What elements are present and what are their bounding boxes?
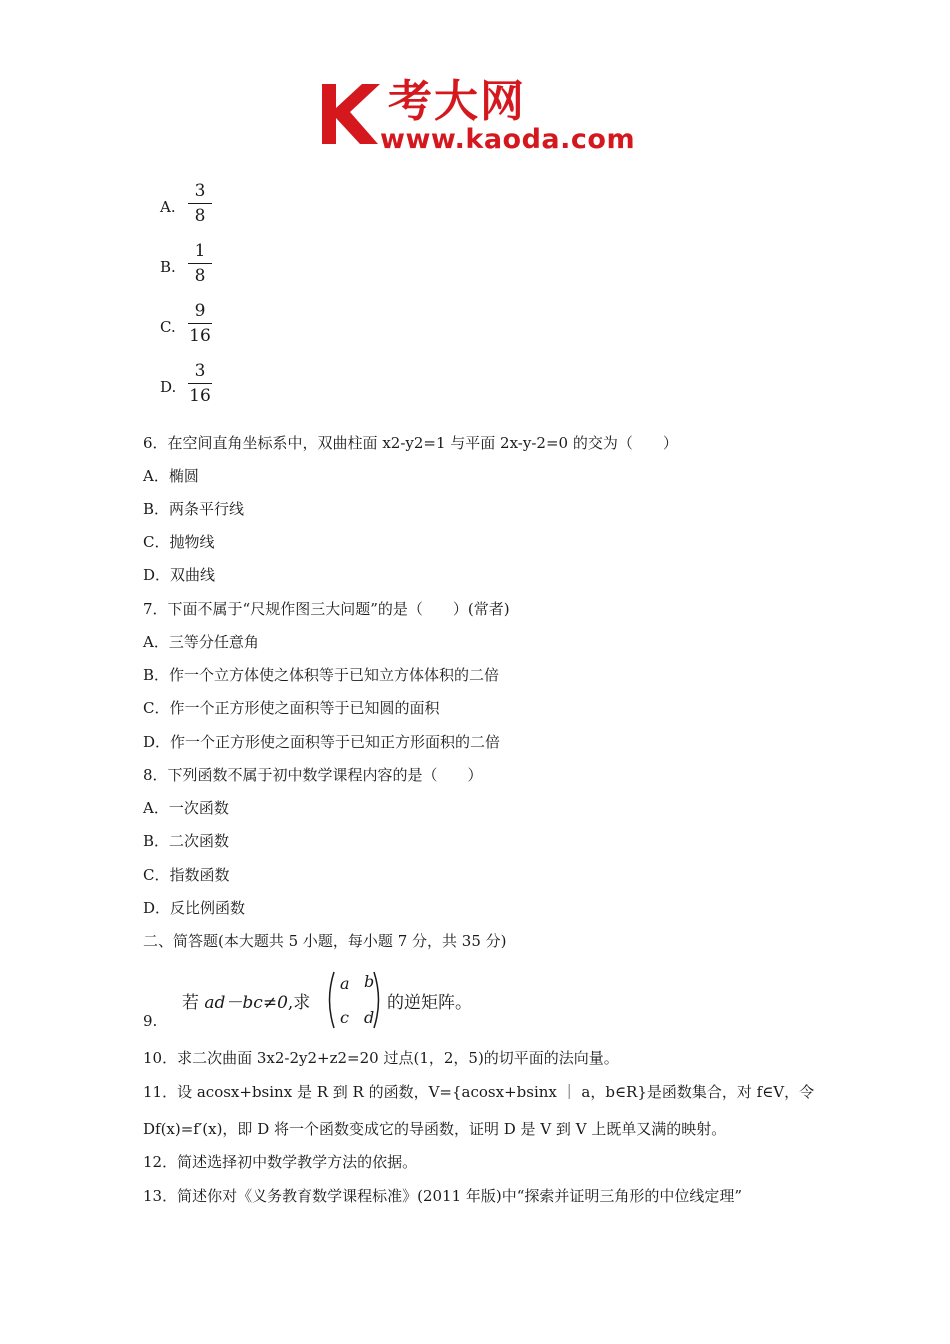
k-logo-icon bbox=[318, 78, 388, 148]
matrix-d: d bbox=[364, 1008, 375, 1027]
right-paren-icon bbox=[372, 970, 384, 1030]
kaoda-logo bbox=[318, 76, 648, 160]
q7-option-a: A．三等分任意角 bbox=[143, 633, 259, 651]
q13: 13．简述你对《义务教育数学课程标准》(2011 年版)中“探索并证明三角形的中位线定理” bbox=[143, 1187, 743, 1205]
denominator: 16 bbox=[189, 326, 211, 346]
denominator: 8 bbox=[194, 206, 206, 226]
q9-ask: ,求 bbox=[287, 993, 311, 1013]
fraction bbox=[188, 240, 212, 287]
option-letter: C. bbox=[160, 318, 176, 336]
q8-option-a: A．一次函数 bbox=[143, 799, 229, 817]
fraction bbox=[188, 300, 212, 347]
q6-option-a: A．椭圆 bbox=[143, 467, 199, 485]
option-letter: B. bbox=[160, 258, 176, 276]
q11-line-1: 11．设 acosx+bsinx 是 R 到 R 的函数，V={acosx+bsinx ｜ a，b∈R}是函数集合，对 f∈V，令 bbox=[143, 1083, 815, 1101]
q9-condition: ad－bc≠0 bbox=[204, 993, 288, 1013]
q7-stem: 7．下面不属于“尺规作图三大问题”的是（ ）(常者) bbox=[143, 600, 510, 618]
q7-option-d: D．作一个正方形使之面积等于已知正方形面积的二倍 bbox=[143, 733, 501, 751]
logo-chinese-name: 考大网 bbox=[388, 76, 526, 127]
numerator: 3 bbox=[194, 361, 206, 381]
left-paren-icon bbox=[324, 970, 336, 1030]
numerator: 1 bbox=[194, 241, 206, 261]
q6-option-b: B．两条平行线 bbox=[143, 500, 245, 518]
logo-url: www.kaoda.com bbox=[380, 124, 636, 155]
section-heading: 二、简答题(本大题共 5 小题，每小题 7 分，共 35 分) bbox=[143, 932, 507, 950]
q8-stem: 8．下列函数不属于初中数学课程内容的是（ ） bbox=[143, 766, 483, 784]
q9-number: 9. bbox=[143, 1012, 158, 1030]
fraction bbox=[188, 360, 212, 407]
numerator: 9 bbox=[194, 301, 206, 321]
q8-option-d: D．反比例函数 bbox=[143, 899, 246, 917]
matrix-a: a bbox=[340, 974, 350, 993]
matrix-b: b bbox=[364, 972, 375, 991]
q9-prefix-cn: 若 bbox=[182, 993, 199, 1013]
q6-option-d: D．双曲线 bbox=[143, 566, 216, 584]
fraction-bar bbox=[188, 263, 212, 264]
q8-option-b: B．二次函数 bbox=[143, 832, 230, 850]
q7-option-b: B．作一个立方体使之体积等于已知立方体体积的二倍 bbox=[143, 666, 500, 684]
q7-option-c: C．作一个正方形使之面积等于已知圆的面积 bbox=[143, 699, 440, 717]
option-letter: A. bbox=[160, 198, 176, 216]
denominator: 16 bbox=[189, 386, 211, 406]
q9-prefix bbox=[182, 988, 310, 1013]
fraction bbox=[188, 180, 212, 227]
denominator: 8 bbox=[194, 266, 206, 286]
matrix-c: c bbox=[340, 1008, 349, 1027]
q6-stem: 6．在空间直角坐标系中，双曲柱面 x2-y2=1 与平面 2x-y-2=0 的交为（ ） bbox=[143, 434, 678, 452]
q11-line-2: Df(x)=f′(x)，即 D 将一个函数变成它的导函数，证明 D 是 V 到 V 上既单又满的映射。 bbox=[143, 1120, 727, 1138]
q10: 10．求二次曲面 3x2-2y2+z2=20 过点(1，2，5)的切平面的法向量。 bbox=[143, 1049, 619, 1067]
numerator: 3 bbox=[194, 181, 206, 201]
fraction-bar bbox=[188, 203, 212, 204]
q12: 12．简述选择初中数学教学方法的依据。 bbox=[143, 1153, 418, 1171]
q6-option-c: C．抛物线 bbox=[143, 533, 215, 551]
fraction-bar bbox=[188, 323, 212, 324]
q9-suffix: 的逆矩阵。 bbox=[387, 993, 472, 1013]
fraction-bar bbox=[188, 383, 212, 384]
matrix-2x2 bbox=[324, 970, 384, 1030]
option-letter: D. bbox=[160, 378, 177, 396]
q8-option-c: C．指数函数 bbox=[143, 866, 230, 884]
